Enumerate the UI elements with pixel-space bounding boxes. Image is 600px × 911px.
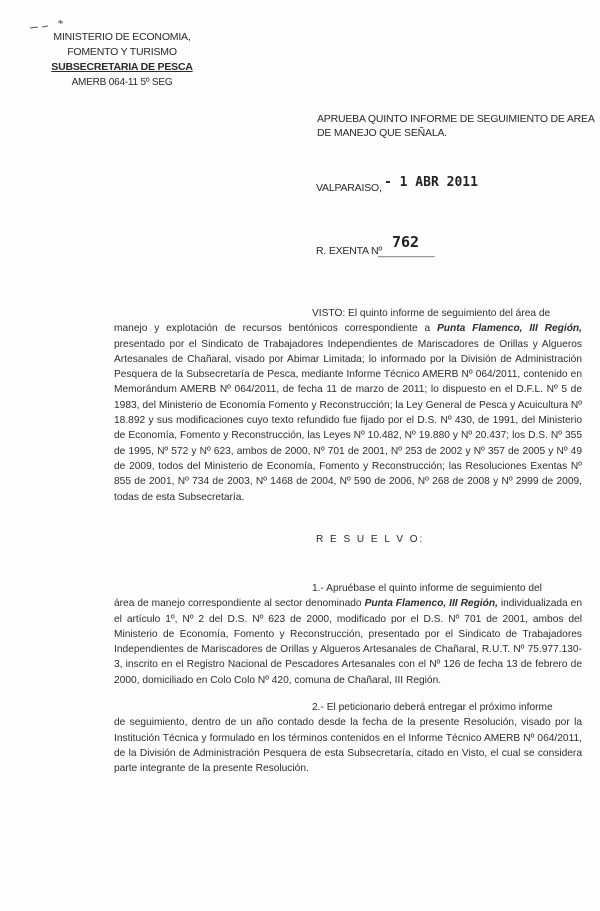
subject-line-1: APRUEBA QUINTO INFORME DE SEGUIMIENTO DE AREA [317,113,595,125]
exenta-label: R. EXENTA Nº [316,245,383,257]
visto-location: Punta Flamenco, III Región, [437,323,582,335]
exenta-number: 762 [392,233,420,251]
header-reference: AMERB 064-11 5º SEG [71,77,173,88]
place-label: VALPARAISO, [316,182,382,194]
resuelvo-heading: R E S U E L V O: [316,534,425,545]
resolution-item-2 [114,700,582,776]
item1-lead: 1.- Apruébase el quinto informe de seguimiento del [312,583,542,594]
resolution-item-1 [114,581,582,688]
header-sector: FOMENTO Y TURISMO [67,46,177,58]
visto-paragraph [114,306,582,505]
exenta-underline: __________ [378,246,435,258]
header-ministry: MINISTERIO DE ECONOMIA, [53,31,191,43]
item1-location: Punta Flamenco, III Región, [364,598,498,610]
item1-text-b: individualizada en el artículo 1º, Nº 2 del D.S. Nº 623 de 2000, modificado por el D.S. Nº 701 de 2001, ambos del Ministerio de Economía, Fomento y Reconstrucción, presentado por el Sindicato de Trabajadores Independientes de Mariscadores de Orillas y Algueros Artesanales de Chañaral, R.U.T. Nº 75.977.130-3, inscrito en el Registro Nacional de Pescadores Artesanales con el Nº 126 de fecha 13 de febrero de 2000, domiciliado en Colo Colo Nº 420, comuna de Chañaral, III Región. [114,598,582,686]
item2-lead: 2.- El peticionario deberá entregar el próximo informe [312,702,553,713]
visto-first-line: VISTO: El quinto informe de seguimiento del área de [312,308,551,319]
institution-header [42,30,202,90]
visto-body: presentado por el Sindicato de Trabajadores Independientes de Mariscadores de Orillas y Algueros Artesanales de Chañaral, visado por Abimar Limitada; lo informado por la División de Administración Pesquera de la Subsecretaría de Pesca, mediante Informe Técnico AMERB Nº 064/2011, contenido en Memorándum AMERB Nº 064/2011, de fecha 11 de marzo de 2011; lo dispuesto en el D.F.L. Nº 5 de 1983, del Ministerio de Economía Fomento y Reconstrucción; la Ley General de Pesca y Acuicultura Nº 18.892 y sus modificaciones cuyo texto refundido fue fijado por el D.S. Nº 430, de 1991, del Ministerio de Economía, Fomento y Reconstrucción, las Leyes Nº 10.482, Nº 19.880 y Nº 20.437; los D.S. Nº 355 de 1995, Nº 572 y Nº 623, ambos de 2000, Nº 701 de 2001, Nº 253 de 2002 y Nº 357 de 2005 y Nº 49 de 2009, todos del Ministerio de Economía, Fomento y Reconstrucción; las Resoluciones Exentas Nº 855 de 2001, Nº 734 de 2003, Nº 1468 de 2004, Nº 590 de 2006, Nº 268 de 2008 y Nº 2999 de 2009, todas de esta Subsecretaría. [114,338,582,503]
header-subsecretaria: SUBSECRETARIA DE PESCA [51,61,193,73]
item1-text-a: área de manejo correspondiente al sector denominado [114,598,362,610]
subject-line-2: DE MANEJO QUE SEÑALA. [317,127,447,139]
date-stamp: - 1 ABR 2011 [384,175,478,190]
item2-text: de seguimiento, dentro de un año contado desde la fecha de la presente Resolución, visado por la Institución Técnica y formulado en los términos contenidos en el Informe Técnico AMERB Nº 064/2011, de la División de Administración Pesquera de esta Subsecretaría, citado en Visto, el cual se considera parte integrante de la presente Resolución. [114,717,582,775]
visto-second-line: manejo y explotación de recursos bentónicos correspondiente a [114,323,431,335]
